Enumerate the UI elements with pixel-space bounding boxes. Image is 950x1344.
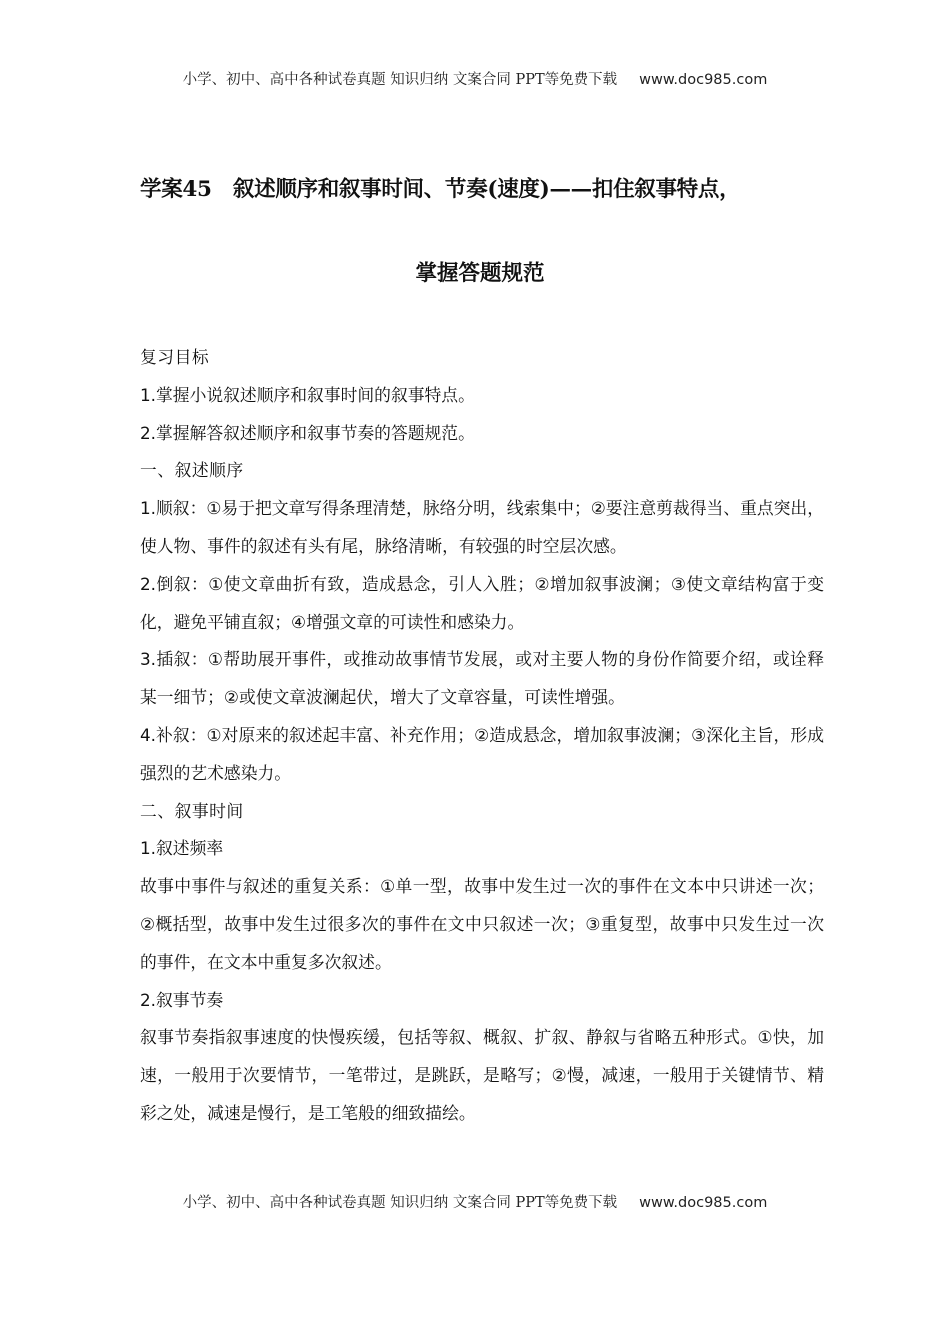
page-footer: [0, 1191, 950, 1212]
item-flashback: 2.倒叙：①使文章曲折有致，造成悬念，引人入胜；②增加叙事波澜；③使文章结构富于变化，避免平铺直叙；④增强文章的可读性和感染力。: [140, 573, 824, 632]
document-title: [140, 170, 820, 294]
subsection-frequency-text: 故事中事件与叙述的重复关系：①单一型，故事中发生过一次的事件在文本中只讲述一次；②概括型，故事中发生过很多次的事件在文中只叙述一次；③重复型，故事中只发生过一次的事件，在文本中重复多次叙述。: [140, 876, 824, 972]
footer-site-link[interactable]: www.doc985.com: [639, 1195, 768, 1211]
header-text: 小学、初中、高中各种试卷真题 知识归纳 文案合同 PPT等免费下载: [182, 72, 618, 88]
title-line-1: 学案45 叙述顺序和叙事时间、节奏(速度)——扣住叙事特点，: [140, 177, 741, 202]
title-line-2: 掌握答题规范: [415, 261, 545, 286]
header-site-link[interactable]: www.doc985.com: [639, 72, 768, 88]
subsection-rhythm-heading: 2.叙事节奏: [140, 989, 224, 1010]
item-straight-narration: 1.顺叙：①易于把文章写得条理清楚，脉络分明，线索集中；②要注意剪裁得当、重点突出，使人物、事件的叙述有头有尾，脉络清晰，有较强的时空层次感。: [140, 498, 824, 556]
page-header: [0, 68, 950, 89]
goal-2: 2.掌握解答叙述顺序和叙事节奏的答题规范。: [140, 422, 475, 443]
goal-1: 1.掌握小说叙述顺序和叙事时间的叙事特点。: [140, 384, 475, 405]
subsection-frequency-heading: 1.叙述频率: [140, 838, 224, 859]
item-interpolated-narration: 3.插叙：①帮助展开事件，或推动故事情节发展，或对主要人物的身份作简要介绍，或诠释某一细节；②或使文章波澜起伏，增大了文章容量，可读性增强。: [140, 649, 824, 708]
review-goals-heading: 复习目标: [140, 347, 210, 367]
document-body: [140, 339, 824, 1133]
subsection-rhythm-text: 叙事节奏指叙事速度的快慢疾缓，包括等叙、概叙、扩叙、静叙与省略五种形式。①快，加速，一般用于次要情节，一笔带过，是跳跃，是略写；②慢，减速，一般用于关键情节、精彩之处，减速是慢行，是工笔般的细致描绘。: [140, 1027, 824, 1123]
section-2-heading: 二、叙事时间: [140, 800, 244, 821]
footer-text: 小学、初中、高中各种试卷真题 知识归纳 文案合同 PPT等免费下载: [182, 1195, 618, 1211]
section-1-heading: 一、叙述顺序: [140, 460, 244, 481]
item-supplementary-narration: 4.补叙：①对原来的叙述起丰富、补充作用；②造成悬念，增加叙事波澜；③深化主旨，形成强烈的艺术感染力。: [140, 724, 824, 783]
